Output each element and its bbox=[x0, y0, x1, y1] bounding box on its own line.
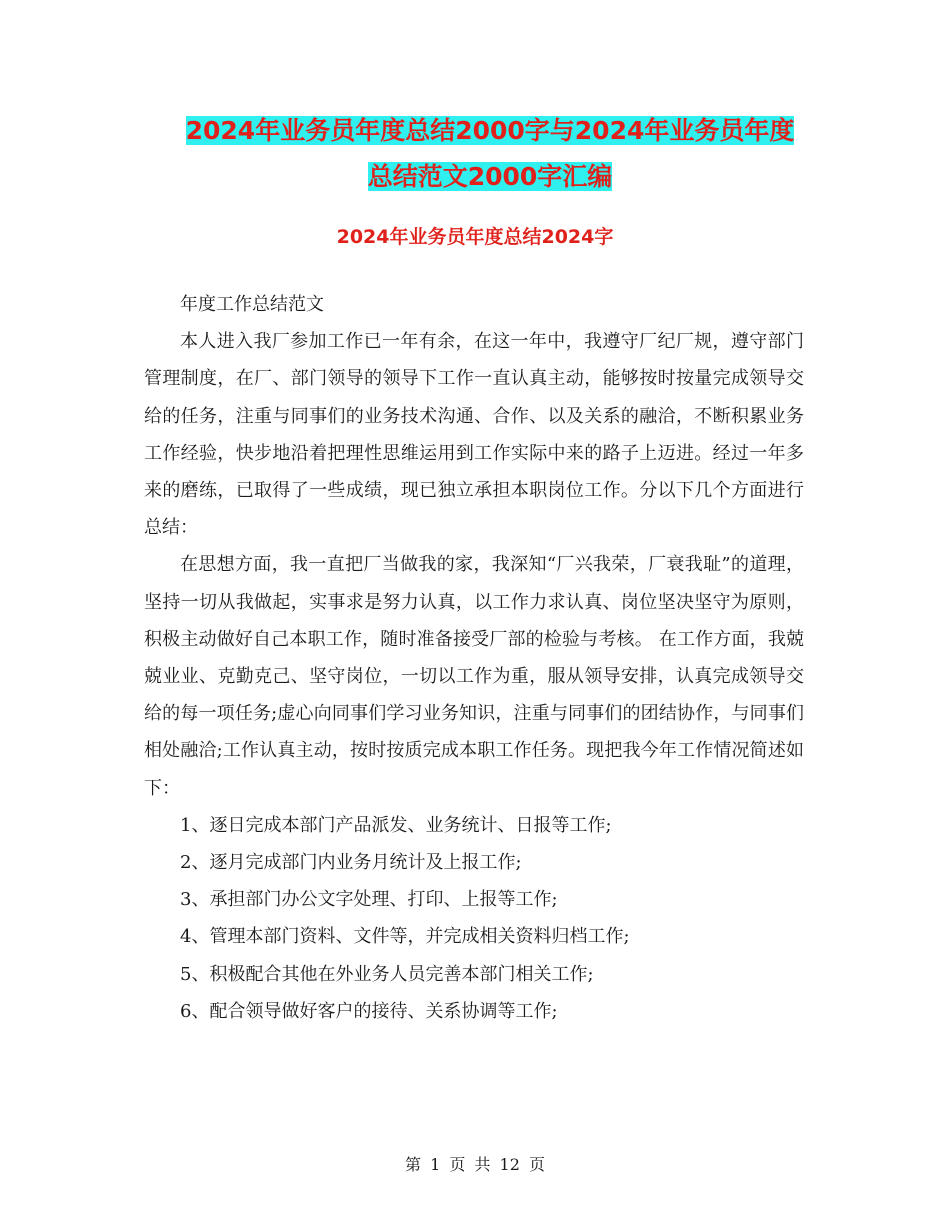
section-title: 2024年业务员年度总结2024字 bbox=[336, 226, 614, 248]
document-title bbox=[140, 108, 840, 200]
list-item: 3、承担部门办公文字处理、打印、上报等工作; bbox=[180, 889, 558, 911]
paragraph: 本人进入我厂参加工作已一年有余，在这一年中，我遵守厂纪厂规，遵守部门管理制度，在厂、部门领导的领导下工作一直认真主动，能够按时按量完成领导交给的任务，注重与同事们的业务技术沟通、合作、以及关系的融洽，不断积累业务工作经验，快步地沿着把理性思维运用到工作实际中来的路子上迈进。经过一年多来的磨练，已取得了一些成绩，现已独立承担本职岗位工作。分以下几个方面进行总结： bbox=[144, 331, 804, 539]
document-body bbox=[144, 286, 804, 1030]
document-title-line1: 2024年业务员年度总结2000字与2024年业务员年度 bbox=[185, 116, 795, 145]
list-item: 5、积极配合其他在外业务人员完善本部门相关工作; bbox=[180, 963, 594, 985]
document-title-line2: 总结范文2000字汇编 bbox=[367, 162, 613, 191]
list-item: 1、逐日完成本部门产品派发、业务统计、日报等工作; bbox=[180, 814, 612, 836]
list-item: 4、管理本部门资料、文件等，并完成相关资料归档工作; bbox=[180, 926, 630, 948]
list-item: 2、逐月完成部门内业务月统计及上报工作; bbox=[180, 852, 522, 874]
paragraph: 在思想方面，我一直把厂当做我的家，我深知“厂兴我荣，厂衰我耻”的道理，坚持一切从我做起，实事求是努力认真，以工作力求认真、岗位坚决坚守为原则，积极主动做好自己本职工作，随时准备接受厂部的检验与考核。 在工作方面，我兢兢业业、克勤克己、坚守岗位，一切以工作为重，服从领导安排，认真完成领导交给的每一项任务;虚心向同事们学习业务知识，注重与同事们的团结协作，与同事们相处融洽;工作认真主动，按时按质完成本职工作任务。现把我今年工作情况简述如下： bbox=[144, 554, 804, 799]
page-footer: 第 1 页 共 12 页 bbox=[405, 1155, 545, 1174]
paragraph: 年度工作总结范文 bbox=[180, 294, 324, 315]
list-item: 6、配合领导做好客户的接待、关系协调等工作; bbox=[180, 1000, 558, 1022]
